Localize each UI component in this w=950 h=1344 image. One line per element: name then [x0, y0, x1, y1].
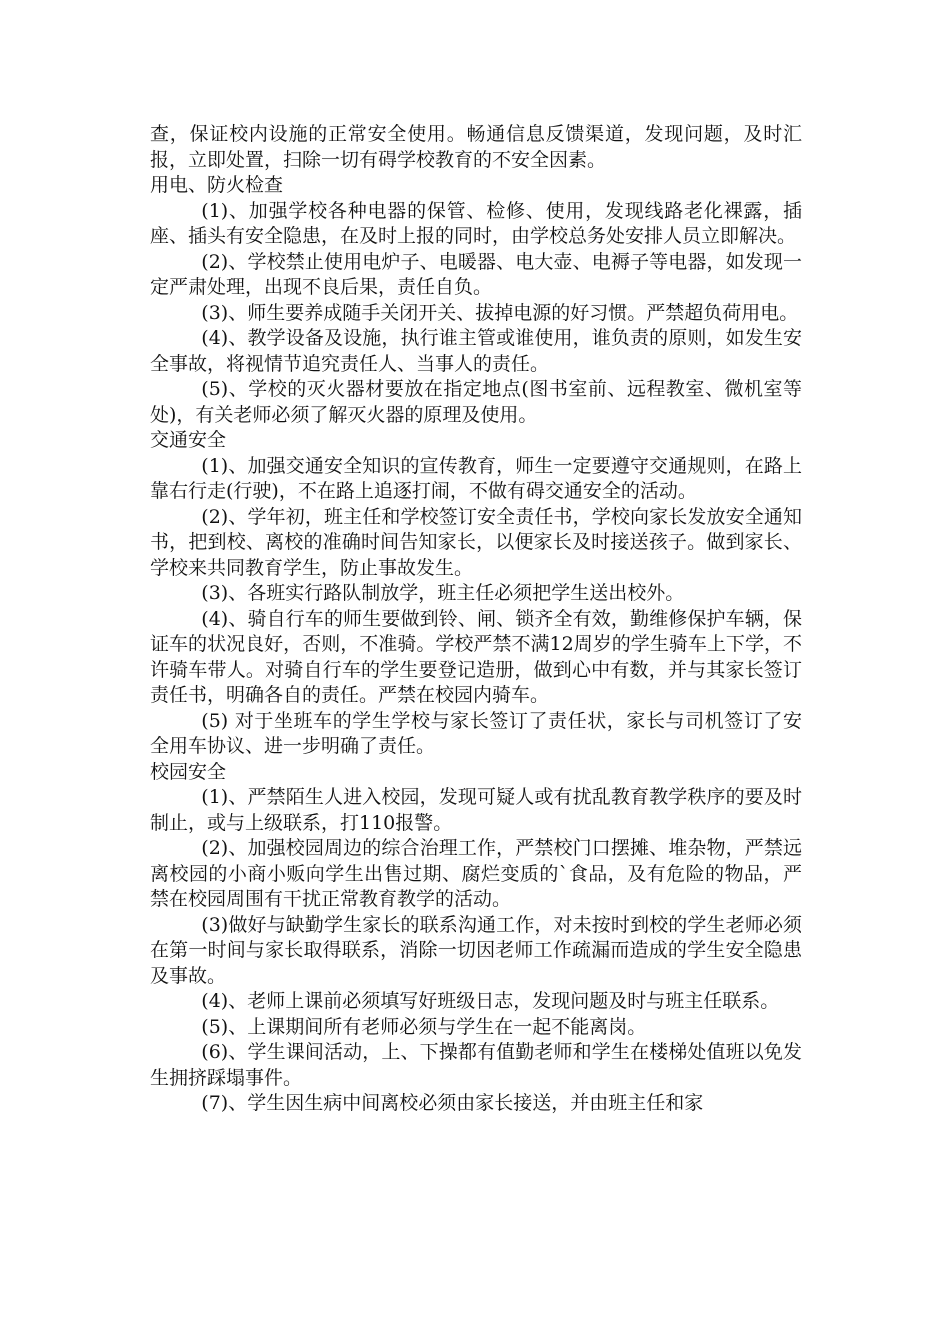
paragraph: (7)、学生因生病中间离校必须由家长接送，并由班主任和家 [201, 1092, 704, 1114]
paragraph: (4)、教学设备及设施，执行谁主管或谁使用，谁负责的原则，如发生安全事故，将视情节追究责任人、当事人的责任。 [150, 327, 802, 375]
paragraph: (3)做好与缺勤学生家长的联系沟通工作，对未按时到校的学生老师必须在第一时间与家长取得联系，消除一切因老师工作疏漏而造成的学生安全隐患及事故。 [150, 913, 802, 987]
paragraph: (3)、各班实行路队制放学，班主任必须把学生送出校外。 [201, 582, 685, 604]
paragraph-continuation: 查，保证校内设施的正常安全使用。畅通信息反馈渠道，发现问题，及时汇报，立即处置，扫除一切有碍学校教育的不安全因素。 [150, 123, 802, 171]
paragraph: (2)、加强校园周边的综合治理工作，严禁校门口摆摊、堆杂物，严禁远离校园的小商小贩向学生出售过期、腐烂变质的`食品，及有危险的物品，严禁在校园周围有干扰正常教育教学的活动。 [150, 837, 802, 910]
paragraph: (4)、骑自行车的师生要做到铃、闸、锁齐全有效，勤维修保护车辆，保证车的状况良好，否则，不准骑。学校严禁不满12周岁的学生骑车上下学，不许骑车带人。对骑自行车的学生要登记造册，做到心中有数，并与其家长签订责任书，明确各自的责任。严禁在校园内骑车。 [150, 607, 802, 706]
paragraph: (6)、学生课间活动，上、下操都有值勤老师和学生在楼梯处值班以免发生拥挤踩塌事件。 [150, 1041, 802, 1089]
paragraph: (2)、学校禁止使用电炉子、电暖器、电大壶、电褥子等电器，如发现一定严肃处理，出现不良后果，责任自负。 [150, 250, 802, 298]
paragraph: (3)、师生要养成随手关闭开关、拔掉电源的好习惯。严禁超负荷用电。 [201, 301, 799, 324]
paragraph: (5) 对于坐班车的学生学校与家长签订了责任状，家长与司机签订了安全用车协议、进一步明确了责任。 [150, 709, 802, 757]
paragraph: (1)、加强交通安全知识的宣传教育，师生一定要遵守交通规则，在路上靠右行走(行驶)，不在路上追逐打闹，不做有碍交通安全的活动。 [150, 454, 802, 502]
document-body [150, 122, 802, 1117]
section-heading-electricity-fire: 用电、防火检查 [150, 174, 284, 196]
section-heading-traffic-safety: 交通安全 [150, 429, 227, 451]
section-heading-campus-safety: 校园安全 [150, 760, 227, 783]
paragraph: (4)、老师上课前必须填写好班级日志，发现问题及时与班主任联系。 [201, 990, 780, 1012]
paragraph: (1)、严禁陌生人进入校园，发现可疑人或有扰乱教育教学秩序的要及时制止，或与上级联系，打110报警。 [150, 786, 802, 834]
paragraph: (1)、加强学校各种电器的保管、检修、使用，发现线路老化裸露，插座、插头有安全隐患，在及时上报的同时，由学校总务处安排人员立即解决。 [150, 199, 802, 247]
paragraph: (5)、学校的灭火器材要放在指定地点(图书室前、远程教室、微机室等处)，有关老师必须了解灭火器的原理及使用。 [150, 378, 802, 426]
paragraph: (5)、上课期间所有老师必须与学生在一起不能离岗。 [201, 1015, 647, 1038]
paragraph: (2)、学年初，班主任和学校签订安全责任书，学校向家长发放安全通知书，把到校、离校的准确时间告知家长，以便家长及时接送孩子。做到家长、学校来共同教育学生，防止事故发生。 [150, 505, 802, 579]
